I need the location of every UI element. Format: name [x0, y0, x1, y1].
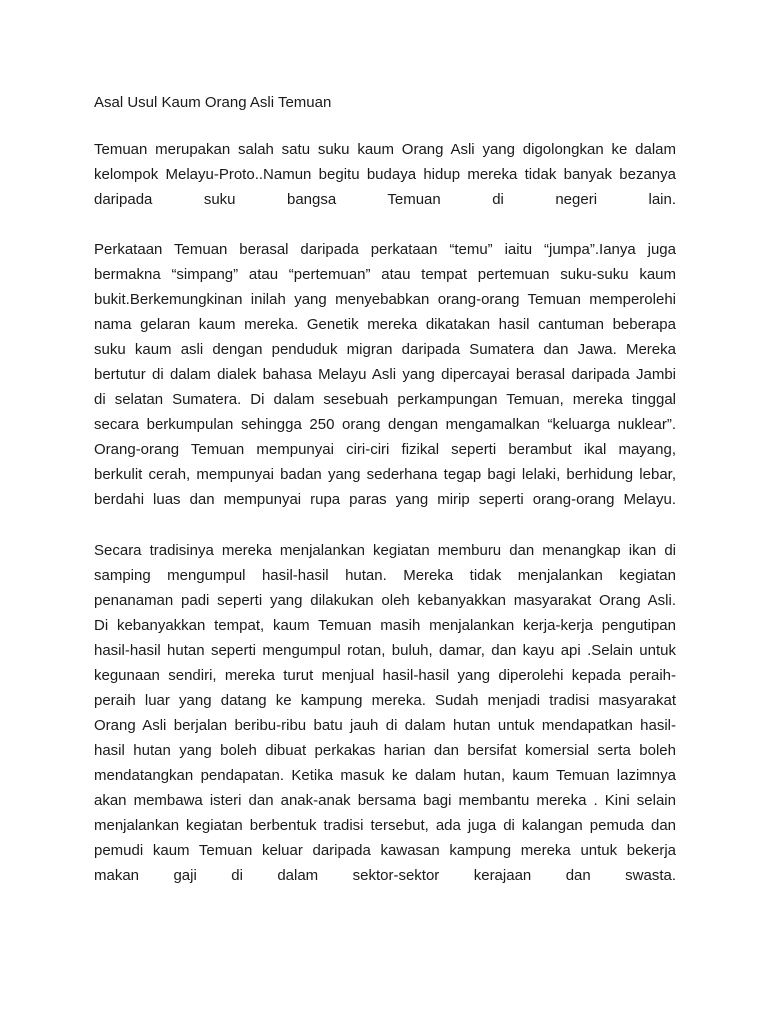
paragraph-2-line-10: berkulit cerah, mempunyai badan yang sederhana tegap bagi lelaki, berhidung lebar, — [94, 466, 676, 483]
paragraph-3-line-4: Di kebanyakkan tempat, kaum Temuan masih menjalankan kerja-kerja pengutipan — [94, 617, 676, 634]
paragraph-2-line-8: secara berkumpulan sehingga 250 orang dengan mengamalkan “keluarga nuklear”. — [94, 416, 676, 433]
paragraph-3-line-11: akan membawa isteri dan anak-anak bersama bagi membantu mereka . Kini selain — [94, 792, 676, 809]
paragraph-2-line-6: bertutur di dalam dialek bahasa Melayu Asli yang dipercayai berasal daripada Jambi — [94, 366, 676, 383]
paragraph-2-line-7: di selatan Sumatera. Di dalam sesebuah perkampungan Temuan, mereka tinggal — [94, 391, 676, 408]
paragraph-3-line-6: kegunaan sendiri, mereka turut menjual hasil-hasil yang diperolehi kepada peraih- — [94, 667, 676, 684]
document-title: Asal Usul Kaum Orang Asli Temuan — [94, 94, 332, 111]
paragraph-3-line-3: penanaman padi seperti yang dilakukan oleh kebanyakkan masyarakat Orang Asli. — [94, 592, 676, 609]
paragraph-3-line-12: menjalankan kegiatan berbentuk tradisi tersebut, ada juga di kalangan pemuda dan — [94, 817, 676, 834]
paragraph-3-line-13: pemudi kaum Temuan keluar daripada kawasan kampung mereka untuk bekerja — [94, 842, 676, 859]
paragraph-1-line-3: daripada suku bangsa Temuan di negeri lain. — [94, 191, 676, 208]
paragraph-1-line-1: Temuan merupakan salah satu suku kaum Orang Asli yang digolongkan ke dalam — [94, 141, 676, 158]
paragraph-2-line-9: Orang-orang Temuan mempunyai ciri-ciri fizikal seperti berambut ikal mayang, — [94, 441, 676, 458]
paragraph-2-line-11: berdahi luas dan mempunyai rupa paras yang mirip seperti orang-orang Melayu. — [94, 491, 676, 508]
paragraph-3-line-1: Secara tradisinya mereka menjalankan kegiatan memburu dan menangkap ikan di — [94, 542, 676, 559]
paragraph-2-line-2: bermakna “simpang” atau “pertemuan” atau tempat pertemuan suku-suku kaum — [94, 266, 676, 283]
paragraph-3-line-10: mendatangkan pendapatan. Ketika masuk ke dalam hutan, kaum Temuan lazimnya — [94, 767, 676, 784]
paragraph-2-line-1: Perkataan Temuan berasal daripada perkataan “temu” iaitu “jumpa”.Ianya juga — [94, 241, 676, 258]
paragraph-2-line-5: suku kaum asli dengan penduduk migran daripada Sumatera dan Jawa. Mereka — [94, 341, 676, 358]
paragraph-3-line-8: Orang Asli berjalan beribu-ribu batu jauh di dalam hutan untuk mendapatkan hasil- — [94, 717, 676, 734]
paragraph-3-line-9: hasil hutan yang boleh dibuat perkakas harian dan bersifat komersial serta boleh — [94, 742, 676, 759]
paragraph-3-line-7: peraih luar yang datang ke kampung mereka. Sudah menjadi tradisi masyarakat — [94, 692, 676, 709]
paragraph-3-line-14: makan gaji di dalam sektor-sektor kerajaan dan swasta. — [94, 867, 676, 884]
paragraph-2-line-3: bukit.Berkemungkinan inilah yang menyebabkan orang-orang Temuan memperolehi — [94, 291, 676, 308]
paragraph-1-line-2: kelompok Melayu-Proto..Namun begitu budaya hidup mereka tidak banyak bezanya — [94, 166, 676, 183]
paragraph-2-line-4: nama gelaran kaum mereka. Genetik mereka dikatakan hasil cantuman beberapa — [94, 316, 676, 333]
paragraph-3-line-2: samping mengumpul hasil-hasil hutan. Mereka tidak menjalankan kegiatan — [94, 567, 676, 584]
paragraph-3-line-5: hasil-hasil hutan seperti mengumpul rotan, buluh, damar, dan kayu api .Selain untuk — [94, 642, 676, 659]
